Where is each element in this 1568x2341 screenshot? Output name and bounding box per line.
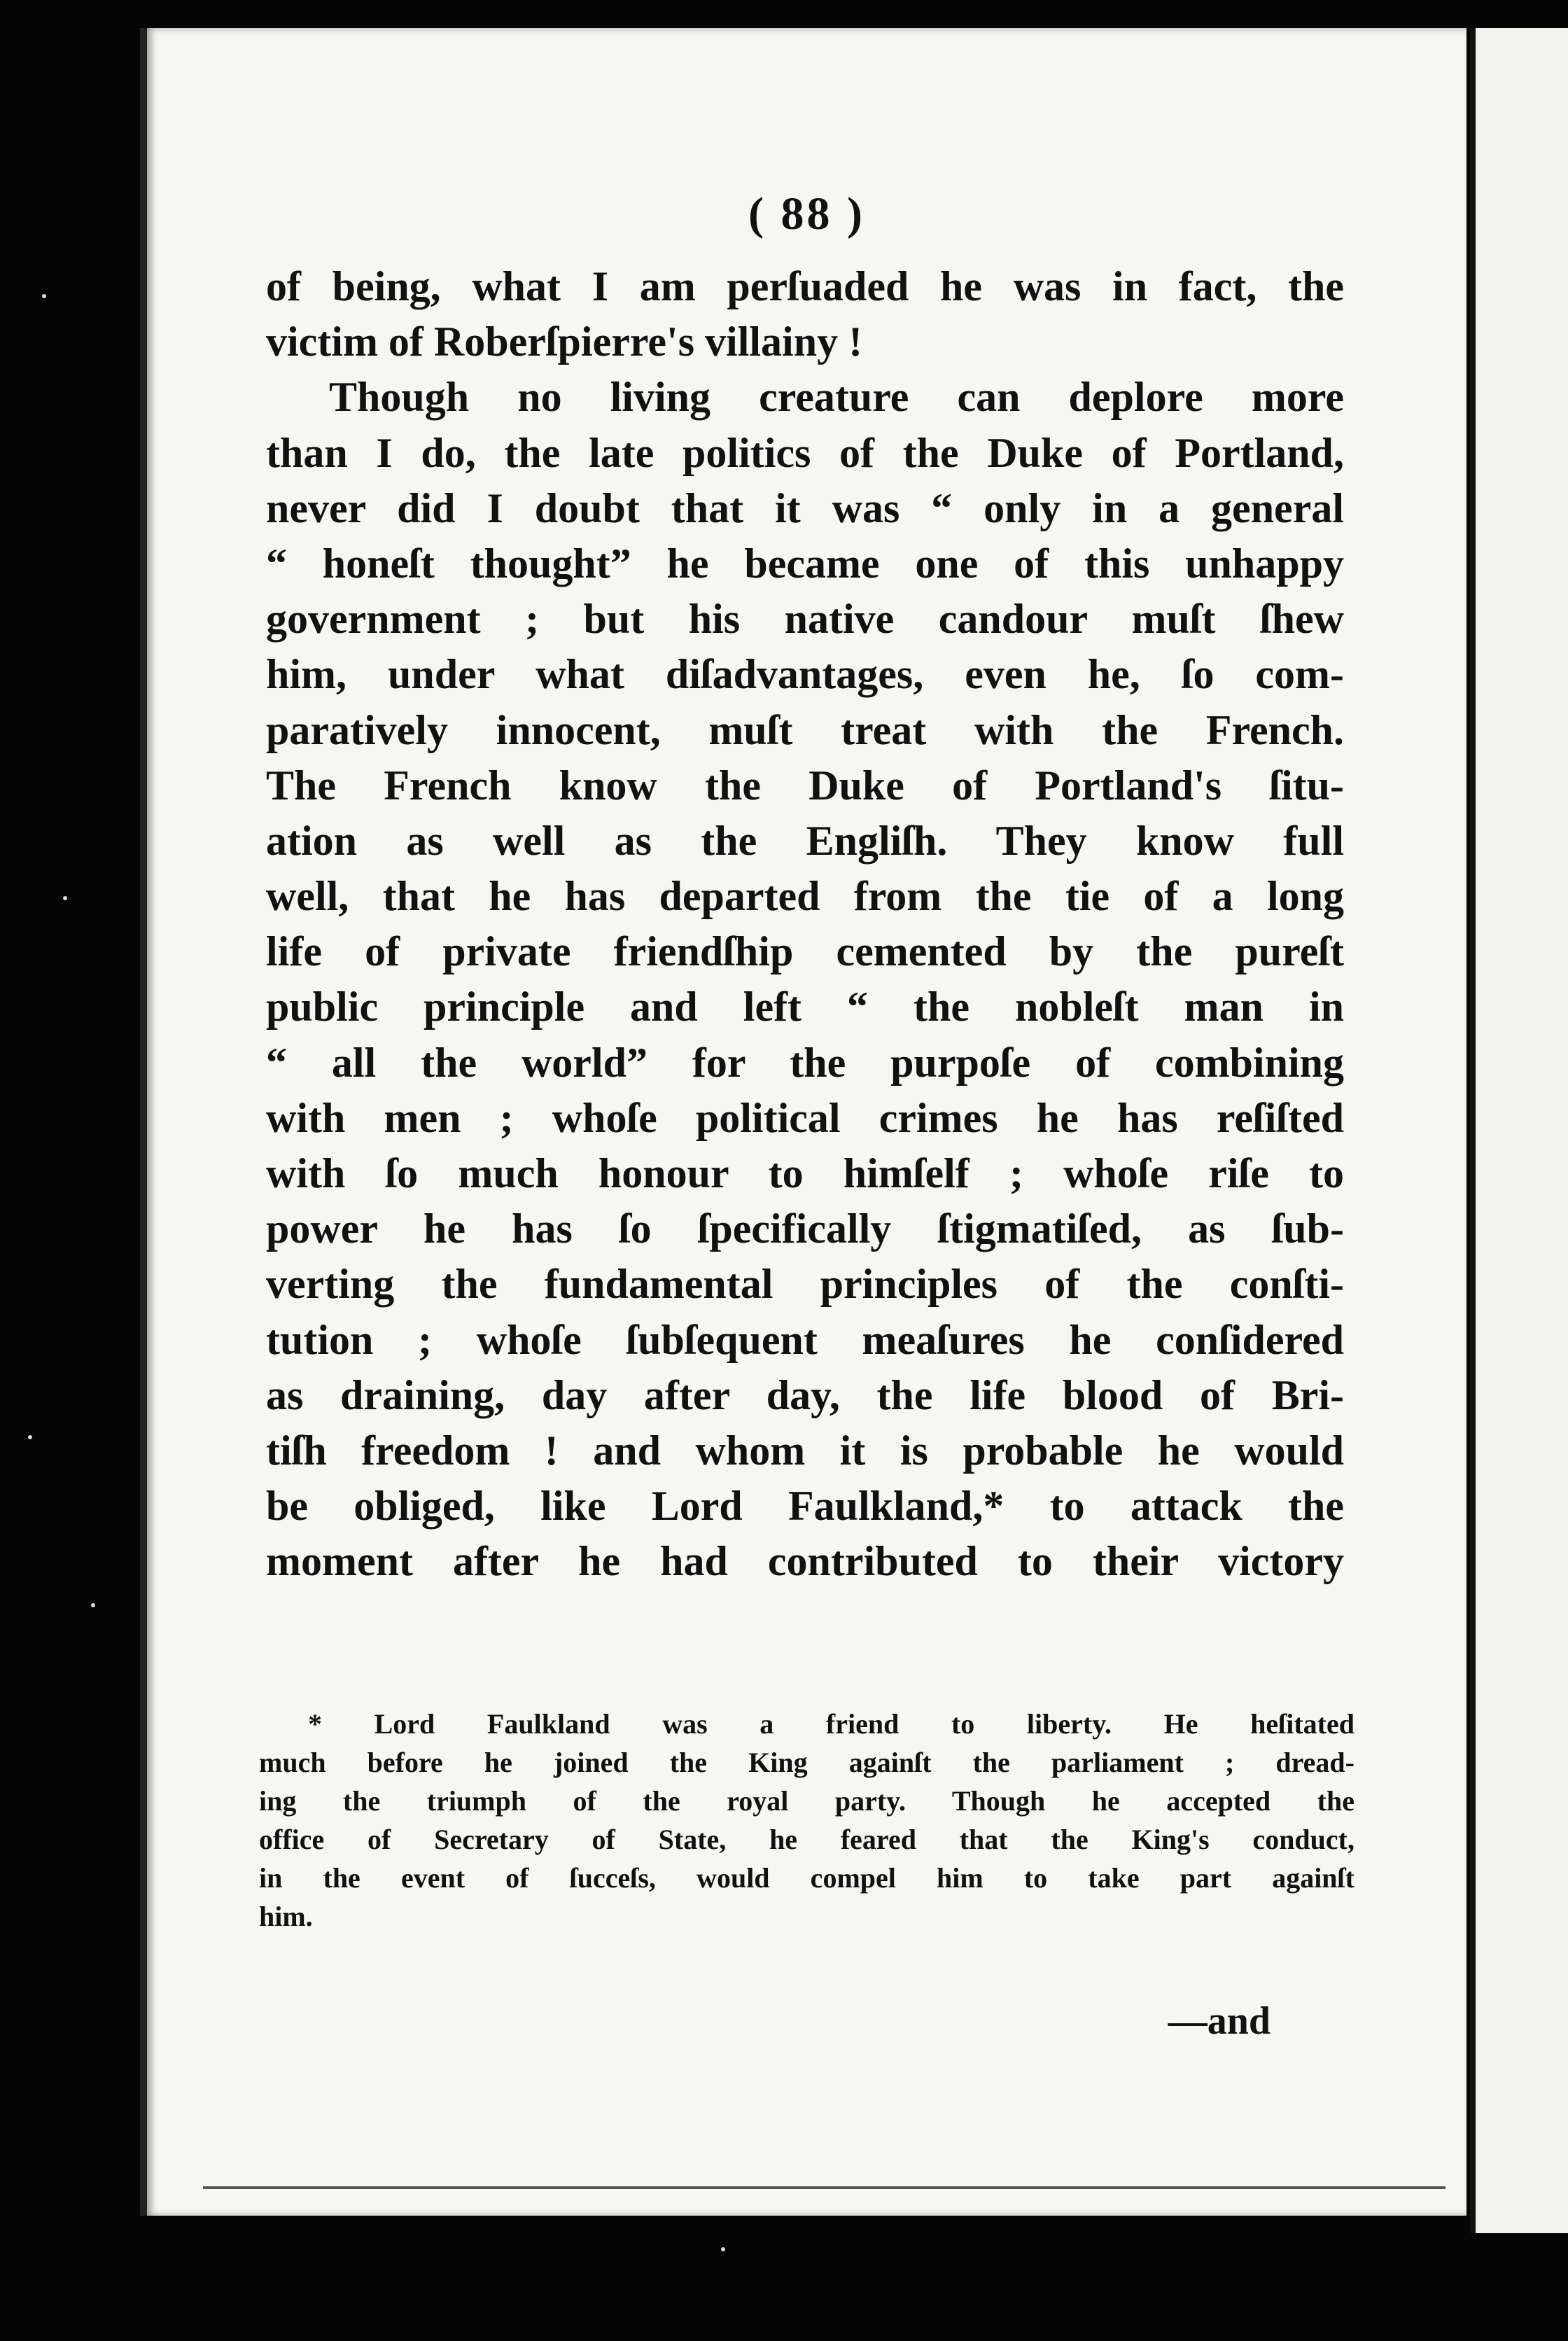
text-line: well, that he has departed from the tie of a long xyxy=(266,873,1344,920)
body-text xyxy=(266,259,1344,1590)
text-line: with ſo much honour to himſelf ; whoſe riſe to xyxy=(266,1150,1344,1196)
text-line: be obliged, like Lord Faulkland,* to attack the xyxy=(266,1483,1344,1530)
scan-speck xyxy=(42,294,46,298)
footnote xyxy=(259,1705,1354,1936)
text-line: paratively innocent, muſt treat with the French. xyxy=(266,706,1344,753)
text-line: tiſh freedom ! and whom it is probable he would xyxy=(266,1427,1344,1474)
text-line: with men ; whoſe political crimes he has reſiſted xyxy=(266,1094,1344,1141)
text-line: him, under what diſadvantages, even he, ſo com- xyxy=(266,651,1344,698)
text-line: life of private friendſhip cemented by the pureſt xyxy=(266,928,1344,975)
facing-page-edge xyxy=(1470,28,1568,2233)
text-line: victim of Roberſpierre's villainy ! xyxy=(266,319,863,365)
scan-speck xyxy=(721,2247,725,2251)
catchword: —and xyxy=(1168,1999,1270,2043)
text-line: “ honeſt thought” he became one of this unhappy xyxy=(266,540,1344,587)
text-line: ation as well as the Engliſh. They know full xyxy=(266,817,1344,864)
footnote-line: in the event of ſucceſs, would compel him to take part againſt xyxy=(259,1862,1354,1894)
footnote-line: * Lord Faulkland was a friend to liberty. He heſitated xyxy=(308,1708,1354,1740)
text-line: power he has ſo ſpecifically ſtigmatiſed, as ſub- xyxy=(266,1206,1344,1252)
scan-speck xyxy=(28,1435,32,1439)
text-line: of being, what I am perſuaded he was in fact, the xyxy=(266,263,1344,309)
text-line: moment after he had contributed to their victory xyxy=(266,1538,1344,1585)
footnote-line: him. xyxy=(259,1901,313,1932)
text-line: The French know the Duke of Portland's ſitu- xyxy=(266,762,1344,809)
text-line: as draining, day after day, the life blood of Bri- xyxy=(266,1371,1344,1418)
text-line: public principle and left “ the nobleſt man in xyxy=(266,984,1344,1030)
text-line: never did I doubt that it was “ only in a general xyxy=(266,484,1344,531)
text-line: tution ; whoſe ſubſequent meaſures he conſidered xyxy=(266,1316,1344,1363)
page-edge-line xyxy=(203,2186,1446,2189)
footnote-line: ing the triumph of the royal party. Though he accepted the xyxy=(259,1785,1354,1817)
text-line: than I do, the late politics of the Duke of Portland, xyxy=(266,429,1344,476)
scan-speck xyxy=(63,896,67,900)
footnote-line: office of Secretary of State, he feared that the King's conduct, xyxy=(259,1824,1354,1855)
text-line: “ all the world” for the purpoſe of combining xyxy=(266,1039,1344,1086)
scan-speck xyxy=(91,1603,95,1607)
footnote-line: much before he joined the King againſt the parliament ; dread- xyxy=(259,1747,1354,1778)
book-page xyxy=(140,28,1466,2216)
text-line: Though no living creature can deplore more xyxy=(329,374,1344,421)
text-line: government ; but his native candour muſt ſhew xyxy=(266,596,1344,643)
page-number: ( 88 ) xyxy=(748,188,865,239)
text-line: verting the fundamental principles of the conſti- xyxy=(266,1261,1344,1308)
